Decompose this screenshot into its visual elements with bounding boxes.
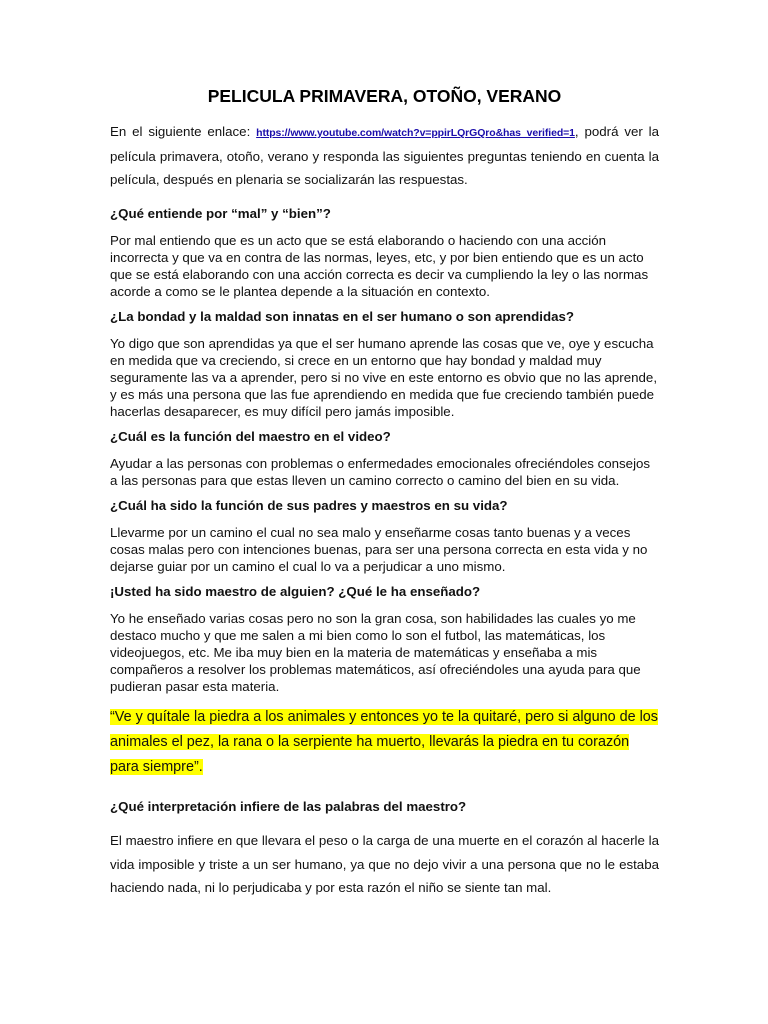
page-title: PELICULA PRIMAVERA, OTOÑO, VERANO	[207, 86, 562, 106]
answer-4: Llevarme por un camino el cual no sea malo y enseñarme cosas tanto buenas y a veces cosas malas pero con intenciones buenas, para ser una persona correcta en esta vida y no dejarse guiar por un camino el cual lo va a perjudicar a uno mismo.	[110, 525, 648, 574]
question-4: ¿Cuál ha sido la función de sus padres y maestros en su vida?	[110, 498, 508, 513]
question-5: ¡Usted ha sido maestro de alguien? ¿Qué le ha enseñado?	[110, 584, 481, 599]
answer-3: Ayudar a las personas con problemas o enfermedades emocionales ofreciéndoles consejos a las personas para que estas lleven un camino correcto o camino del bien en su vida.	[110, 456, 651, 488]
question-2: ¿La bondad y la maldad son innatas en el ser humano o son aprendidas?	[110, 309, 575, 324]
intro-text-after: , podrá ver la película primavera, otoño, verano y responda las siguientes preguntas teniendo en cuenta la película, después en plenaria se socializarán las respuestas.	[110, 124, 659, 187]
intro-text-before: En el siguiente enlace:	[110, 124, 257, 139]
answer-2: Yo digo que son aprendidas ya que el ser humano aprende las cosas que ve, oye y escucha en medida que va creciendo, si crece en un entorno que hay bondad y maldad muy seguramente las va a aprender, pero si no vive en este entorno es obvio que no las aprende, y es más una persona que las fue aprendiendo en medida que fue creciendo también puede hacerlas desaparecer, es muy difícil pero jamás imposible.	[110, 336, 658, 419]
answer-1: Por mal entiendo que es un acto que se está elaborando o haciendo con una acción incorrecta y que va en contra de las normas, leyes, etc, y por bien entiendo que es un acto que se está elaborando con una acción correcta es decir va cumpliendo la ley o las normas acorde a como se le plantea depende a la situación en contexto.	[110, 233, 649, 299]
document-body	[110, 86, 659, 900]
question-1: ¿Qué entiende por “mal” y “bien”?	[110, 206, 331, 221]
highlighted-quote	[110, 705, 659, 780]
intro-paragraph	[110, 120, 659, 191]
quote-text: “Ve y quítale la piedra a los animales y entonces yo te la quitaré, pero si alguno de los animales el pez, la rana o la serpiente ha muerto, llevarás la piedra en tu corazón para siempre”.	[110, 709, 658, 775]
question-3: ¿Cuál es la función del maestro en el video?	[110, 429, 391, 444]
youtube-link[interactable]: https://www.youtube.com/watch?v=ppirLQrGQro&has_verified=1	[256, 127, 575, 139]
question-6: ¿Qué interpretación infiere de las palabras del maestro?	[110, 799, 467, 814]
answer-6: El maestro infiere en que llevara el peso o la carga de una muerte en el corazón al hacerle la vida imposible y triste a un ser humano, ya que no dejo vivir a una persona que no le estaba haciendo nada, ni lo perjudicaba y por esta razón el niño se siente tan mal.	[110, 833, 659, 895]
answer-5: Yo he enseñado varias cosas pero no son la gran cosa, son habilidades las cuales yo me destaco mucho y que me salen a mi bien como lo son el futbol, las matemáticas, los videojuegos, etc. Me iba muy bien en la materia de matemáticas y enseñaba a mis compañeros a resolver los problemas matemáticos, así ofreciéndoles una ayuda para que pudieran pasar esta materia.	[110, 611, 641, 694]
